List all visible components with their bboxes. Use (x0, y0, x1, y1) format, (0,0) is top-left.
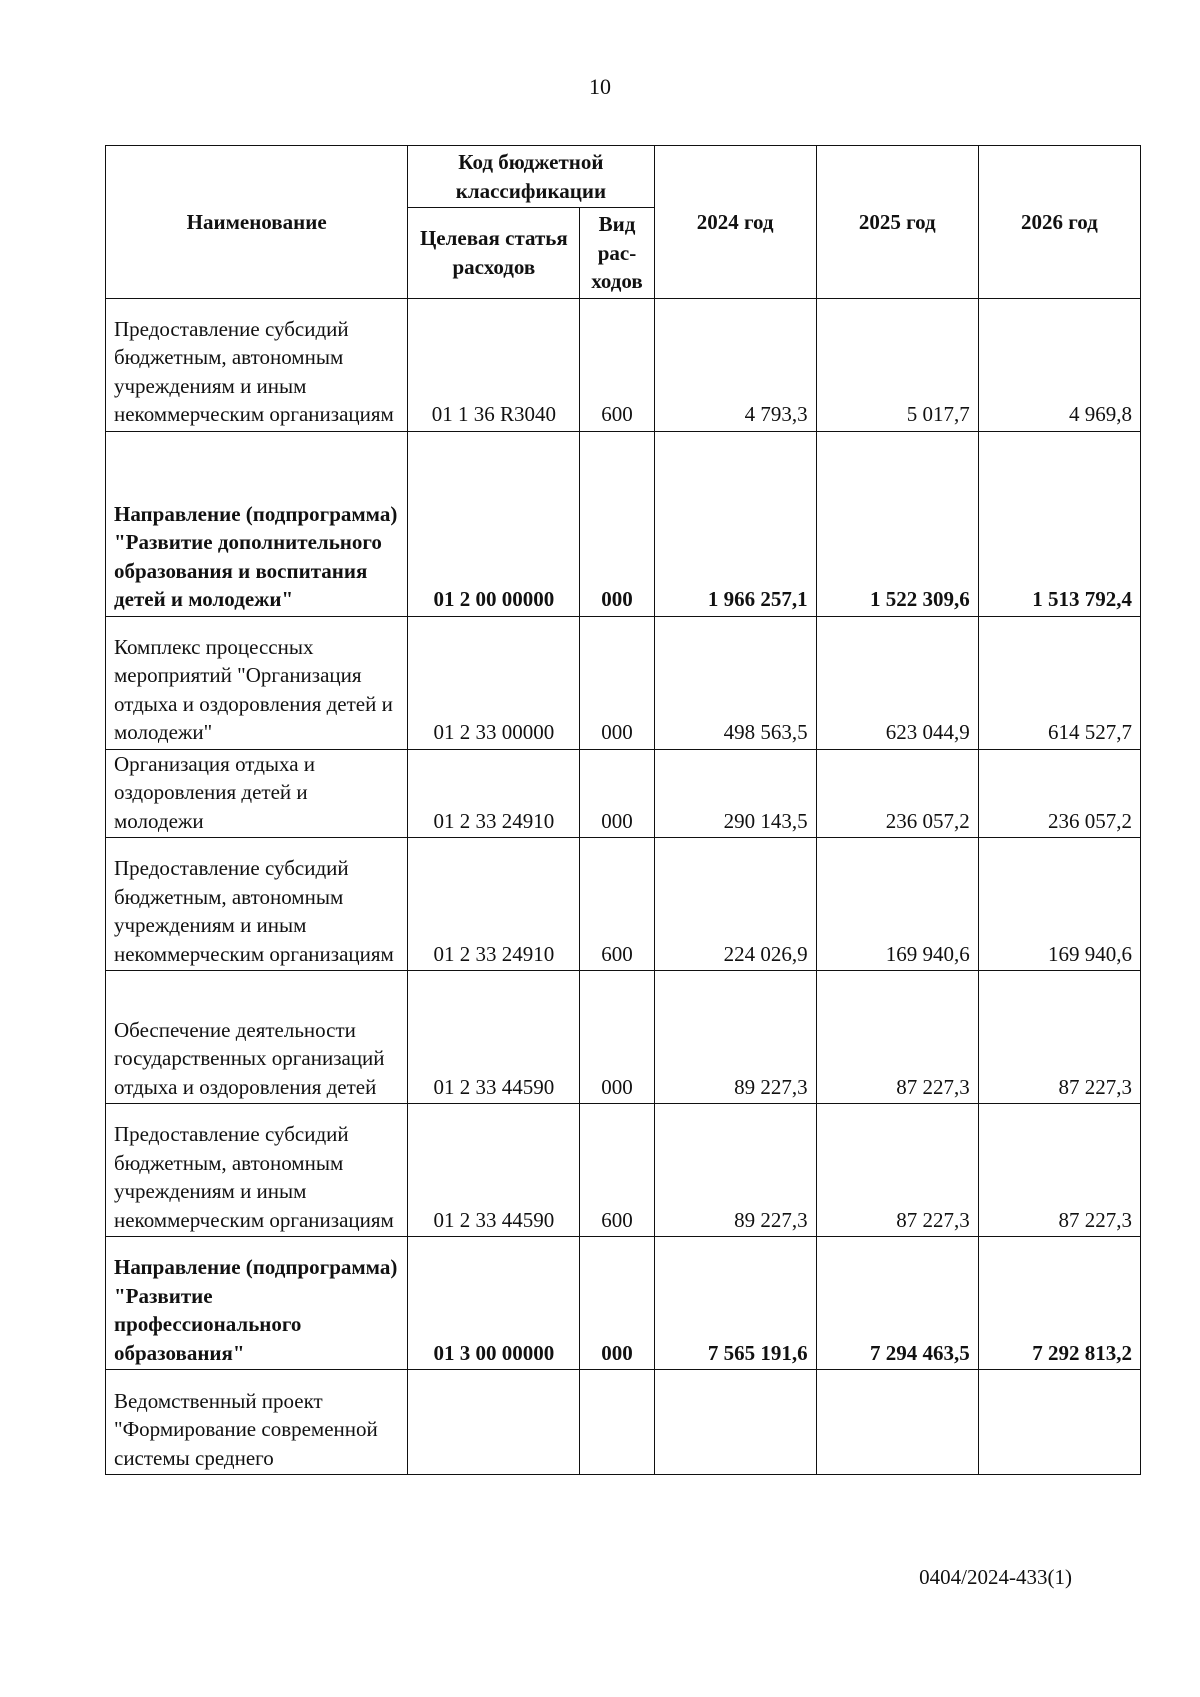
row-name: Направление (подпрограмма) "Развитие профессионального образования" (106, 1237, 408, 1370)
row-value-2026 (978, 1370, 1140, 1475)
header-name: Наименование (106, 146, 408, 299)
header-code-group: Код бюджетной классификации (408, 146, 654, 208)
row-target-code: 01 2 33 00000 (408, 616, 580, 749)
row-value-2025: 87 227,3 (816, 971, 978, 1104)
header-2026: 2026 год (978, 146, 1140, 299)
row-name: Комплекс процессных мероприятий "Организация отдыха и оздоровления детей и молодежи" (106, 616, 408, 749)
row-value-2026: 236 057,2 (978, 749, 1140, 838)
row-value-2026: 7 292 813,2 (978, 1237, 1140, 1370)
table-row (106, 749, 1141, 838)
row-value-2026: 87 227,3 (978, 1104, 1140, 1237)
row-name: Ведомственный проект "Формирование современной системы среднего (106, 1370, 408, 1475)
row-value-2025 (816, 1370, 978, 1475)
row-value-2024: 224 026,9 (654, 838, 816, 971)
row-value-2024: 89 227,3 (654, 1104, 816, 1237)
row-kind-code: 000 (580, 616, 654, 749)
row-kind-code: 600 (580, 838, 654, 971)
row-name: Обеспечение деятельности государственных организаций отдыха и оздоровления детей (106, 971, 408, 1104)
row-target-code: 01 2 33 24910 (408, 838, 580, 971)
row-kind-code: 600 (580, 1104, 654, 1237)
table-body (106, 298, 1141, 1475)
row-value-2026: 4 969,8 (978, 298, 1140, 431)
row-kind-code: 000 (580, 431, 654, 616)
row-value-2025: 1 522 309,6 (816, 431, 978, 616)
row-value-2024: 89 227,3 (654, 971, 816, 1104)
row-value-2024: 290 143,5 (654, 749, 816, 838)
row-target-code: 01 2 33 24910 (408, 749, 580, 838)
row-kind-code: 000 (580, 1237, 654, 1370)
table-row (106, 298, 1141, 431)
row-value-2026: 614 527,7 (978, 616, 1140, 749)
row-target-code: 01 3 00 00000 (408, 1237, 580, 1370)
row-value-2025: 7 294 463,5 (816, 1237, 978, 1370)
table-header (106, 146, 1141, 299)
header-kind: Вид рас-ходов (580, 208, 654, 299)
row-value-2025: 87 227,3 (816, 1104, 978, 1237)
row-value-2025: 169 940,6 (816, 838, 978, 971)
row-kind-code: 000 (580, 749, 654, 838)
document-id: 0404/2024-433(1) (919, 1565, 1072, 1589)
row-value-2026: 169 940,6 (978, 838, 1140, 971)
table-row (106, 1104, 1141, 1237)
row-name: Предоставление субсидий бюджетным, автономным учреждениям и иным некоммерческим организациям (106, 838, 408, 971)
row-value-2025: 623 044,9 (816, 616, 978, 749)
row-target-code: 01 1 36 R3040 (408, 298, 580, 431)
row-target-code: 01 2 33 44590 (408, 971, 580, 1104)
row-value-2024: 498 563,5 (654, 616, 816, 749)
header-2025: 2025 год (816, 146, 978, 299)
table-row (106, 616, 1141, 749)
row-target-code (408, 1370, 580, 1475)
row-kind-code: 000 (580, 971, 654, 1104)
table-row (106, 838, 1141, 971)
row-value-2024: 7 565 191,6 (654, 1237, 816, 1370)
budget-table (105, 145, 1141, 1475)
row-name: Направление (подпрограмма) "Развитие дополнительного образования и воспитания детей и молодежи" (106, 431, 408, 616)
row-name: Организация отдыха и оздоровления детей и молодежи (106, 749, 408, 838)
row-value-2024 (654, 1370, 816, 1475)
row-value-2025: 236 057,2 (816, 749, 978, 838)
row-target-code: 01 2 00 00000 (408, 431, 580, 616)
table-row (106, 1237, 1141, 1370)
row-kind-code: 600 (580, 298, 654, 431)
page-number: 10 (589, 74, 611, 99)
row-value-2026: 87 227,3 (978, 971, 1140, 1104)
header-2024: 2024 год (654, 146, 816, 299)
row-value-2025: 5 017,7 (816, 298, 978, 431)
row-target-code: 01 2 33 44590 (408, 1104, 580, 1237)
header-target: Целевая статья расходов (408, 208, 580, 299)
row-name: Предоставление субсидий бюджетным, автономным учреждениям и иным некоммерческим организациям (106, 298, 408, 431)
row-value-2026: 1 513 792,4 (978, 431, 1140, 616)
row-value-2024: 4 793,3 (654, 298, 816, 431)
table-row (106, 431, 1141, 616)
row-kind-code (580, 1370, 654, 1475)
row-name: Предоставление субсидий бюджетным, автономным учреждениям и иным некоммерческим организациям (106, 1104, 408, 1237)
table-row (106, 1370, 1141, 1475)
table-row (106, 971, 1141, 1104)
row-value-2024: 1 966 257,1 (654, 431, 816, 616)
